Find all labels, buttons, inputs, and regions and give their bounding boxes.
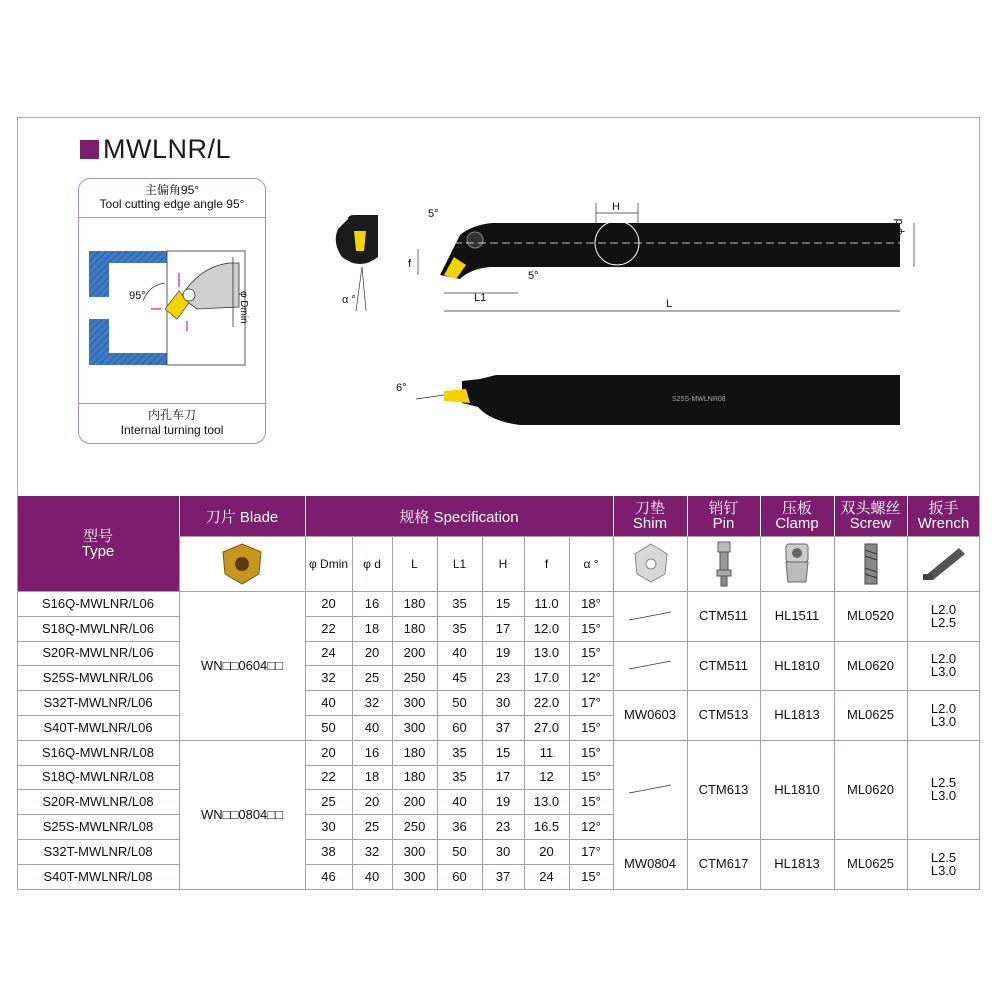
shim-cell-2 <box>613 641 687 691</box>
spec-cell: 180 <box>392 616 437 641</box>
type-cell: S32T-MWLNR/L06 <box>17 690 179 715</box>
shim-cell-1 <box>613 591 687 641</box>
spec-cell: 46 <box>305 864 352 889</box>
spec-cell: 20 <box>305 740 352 765</box>
side-5deg-label: 5° <box>528 270 539 282</box>
screw-cell-5: ML0625 <box>834 839 907 889</box>
grid-hline <box>179 740 305 741</box>
wrench-cell-4-line1: L2.5 <box>930 775 957 791</box>
spec-cell: 22.0 <box>524 690 569 715</box>
spec-cell: 250 <box>392 665 437 690</box>
header-type-line1: 型号 <box>82 527 113 545</box>
subheader-5: f <box>524 536 569 591</box>
grid-hline <box>17 591 980 592</box>
spec-cell: 35 <box>437 765 482 790</box>
footer-cn: 内孔车刀 <box>147 408 196 422</box>
spec-cell: 11.0 <box>524 591 569 616</box>
pin-cell-5: CTM617 <box>687 839 760 889</box>
spec-cell: 32 <box>352 690 392 715</box>
header-divider <box>834 496 835 536</box>
wrench-cell-1-line2: L2.5 <box>930 614 957 630</box>
spec-cell: 180 <box>392 765 437 790</box>
wrench-cell-4 <box>907 740 980 839</box>
grid-vline <box>17 496 18 889</box>
header-pin-line2: Pin <box>712 515 735 532</box>
header-pin-line1: 销钉 <box>708 500 739 517</box>
spec-cell: 32 <box>305 665 352 690</box>
blade-insert-icon <box>219 542 265 586</box>
spec-cell: 180 <box>392 591 437 616</box>
header-spec: 规格 Specification <box>305 496 613 536</box>
spec-cell: 13.0 <box>524 641 569 666</box>
type-cell: S40T-MWLNR/L06 <box>17 715 179 740</box>
footer-en: Internal turning tool <box>120 423 224 437</box>
grid-hline <box>305 641 613 642</box>
spec-cell: 12.0 <box>524 616 569 641</box>
grid-hline <box>17 665 179 666</box>
type-cell: S20R-MWLNR/L06 <box>17 641 179 666</box>
spec-cell: 300 <box>392 690 437 715</box>
header-type <box>17 496 179 591</box>
spec-cell: 12 <box>524 765 569 790</box>
shim-none-mark <box>627 610 673 622</box>
header-clamp <box>760 496 834 536</box>
grid-vline <box>352 536 353 889</box>
spec-cell: 40 <box>437 641 482 666</box>
spec-cell: 20 <box>524 839 569 864</box>
wrench-icon <box>919 544 969 584</box>
engraving-label: S25S-MWLNR08 <box>672 396 726 403</box>
wrench-cell-1-line1: L2.0 <box>930 601 957 617</box>
grid-hline <box>305 864 613 865</box>
clamp-cell-3: HL1813 <box>760 690 834 740</box>
screw-cell-4: ML0620 <box>834 740 907 839</box>
pin-cell-2: CTM511 <box>687 641 760 691</box>
phid-label: φ d <box>893 218 905 235</box>
spec-cell: 13.0 <box>524 789 569 814</box>
top-5deg-label: 5° <box>428 208 439 220</box>
header-divider <box>760 496 761 536</box>
clamp-icon <box>780 542 814 586</box>
wrench-cell-1 <box>907 591 980 641</box>
blade-group-1: WN□□0604□□ <box>179 591 305 740</box>
header-screw <box>834 496 907 536</box>
grid-vline <box>569 536 570 889</box>
wrench-cell-2-line1: L2.0 <box>930 651 957 667</box>
grid-hline <box>17 690 179 691</box>
spec-cell: 50 <box>305 715 352 740</box>
spec-cell: 200 <box>392 789 437 814</box>
grid-hline <box>305 715 613 716</box>
grid-vline <box>482 536 483 889</box>
grid-hline <box>613 641 980 642</box>
spec-cell: 27.0 <box>524 715 569 740</box>
screw-cell-2: ML0620 <box>834 641 907 691</box>
shim-cell-4 <box>613 740 687 839</box>
spec-cell: 35 <box>437 740 482 765</box>
spec-cell: 32 <box>352 839 392 864</box>
spec-cell: 15° <box>569 789 613 814</box>
dmin-label: φ Dmin <box>238 291 249 324</box>
shim-icon <box>633 542 669 584</box>
spec-cell: 16 <box>352 591 392 616</box>
clamp-cell-5: HL1813 <box>760 839 834 889</box>
spec-cell: 35 <box>437 591 482 616</box>
header-clamp-line2: Clamp <box>775 515 819 532</box>
grid-hline <box>17 839 179 840</box>
header-screw-line2: Screw <box>849 515 892 532</box>
grid-hline <box>17 765 179 766</box>
spec-cell: 25 <box>352 814 392 839</box>
grid-hline <box>17 740 179 741</box>
wrench-cell-2 <box>907 641 980 691</box>
spec-cell: 15° <box>569 616 613 641</box>
grid-vline <box>392 536 393 889</box>
boring-diagram <box>89 247 257 372</box>
spec-cell: 15° <box>569 641 613 666</box>
wrench-cell-5-line2: L3.0 <box>930 862 957 878</box>
spec-cell: 15 <box>482 740 524 765</box>
grid-hline <box>613 690 980 691</box>
bottom-view <box>396 375 900 425</box>
tool-holder <box>181 263 239 309</box>
screw-cell-3: ML0625 <box>834 690 907 740</box>
subheader-4: H <box>482 536 524 591</box>
spec-cell: 20 <box>352 641 392 666</box>
grid-hline <box>17 789 179 790</box>
screw-cell-1: ML0520 <box>834 591 907 641</box>
wrench-cell-3 <box>907 690 980 740</box>
bottom-6deg-label: 6° <box>396 382 407 394</box>
spec-cell: 20 <box>305 591 352 616</box>
product-title <box>80 134 231 164</box>
spec-cell: 22 <box>305 616 352 641</box>
spec-cell: 300 <box>392 715 437 740</box>
grid-hline <box>305 839 613 840</box>
blade-group-2: WN□□0804□□ <box>179 740 305 889</box>
grid-vline <box>834 536 835 889</box>
grid-vline <box>613 536 614 889</box>
wrench-cell-3-line1: L2.0 <box>930 700 957 716</box>
angle-95-label: 95° <box>129 290 146 302</box>
pin-cell-1: CTM511 <box>687 591 760 641</box>
spec-cell: 24 <box>524 864 569 889</box>
spec-cell: 19 <box>482 641 524 666</box>
spec-cell: 300 <box>392 839 437 864</box>
header-type-line2: Type <box>81 542 115 560</box>
spec-cell: 23 <box>482 665 524 690</box>
title-marker <box>80 140 99 159</box>
header-divider <box>687 496 688 536</box>
alpha-label: α ° <box>342 294 356 306</box>
grid-hline <box>613 839 980 840</box>
spec-cell: 38 <box>305 839 352 864</box>
grid-hline <box>305 616 613 617</box>
panel-divider-top <box>79 217 265 218</box>
header-divider <box>305 496 306 536</box>
grid-hline <box>17 641 179 642</box>
spec-cell: 23 <box>482 814 524 839</box>
grid-hline <box>305 740 613 741</box>
wrench-cell-5-line1: L2.5 <box>930 849 957 865</box>
header-divider <box>179 496 180 536</box>
type-cell: S40T-MWLNR/L08 <box>17 864 179 889</box>
spec-cell: 12° <box>569 814 613 839</box>
header-shim-line2: Shim <box>632 515 668 532</box>
type-cell: S16Q-MWLNR/L06 <box>17 591 179 616</box>
header-divider <box>613 496 614 536</box>
grid-hline <box>305 690 613 691</box>
spec-cell: 17 <box>482 765 524 790</box>
l1-label: L1 <box>474 292 487 304</box>
header-divider <box>907 496 908 536</box>
grid-hline <box>17 864 179 865</box>
spec-cell: 40 <box>437 789 482 814</box>
spec-cell: 16.5 <box>524 814 569 839</box>
grid-hline <box>613 740 980 741</box>
end-view <box>336 215 378 311</box>
subheader-2: L <box>392 536 437 591</box>
pin-cell-4: CTM613 <box>687 740 760 839</box>
subheader-1: φ d <box>352 536 392 591</box>
spec-cell: 40 <box>352 715 392 740</box>
spec-cell: 50 <box>437 839 482 864</box>
header-clamp-line1: 压板 <box>781 500 812 517</box>
h-label: H <box>612 201 620 213</box>
spec-cell: 15° <box>569 740 613 765</box>
spec-cell: 19 <box>482 789 524 814</box>
spec-cell: 37 <box>482 715 524 740</box>
shim-none-mark <box>627 783 673 795</box>
spec-cell: 24 <box>305 641 352 666</box>
spec-cell: 30 <box>482 690 524 715</box>
grid-hline <box>305 765 613 766</box>
grid-hline <box>17 715 179 716</box>
wrench-cell-3-line2: L3.0 <box>930 713 957 729</box>
spec-cell: 25 <box>352 665 392 690</box>
spec-cell: 15 <box>482 591 524 616</box>
clamp-cell-4: HL1810 <box>760 740 834 839</box>
header-wrench-line2: Wrench <box>917 515 970 532</box>
spec-cell: 18° <box>569 591 613 616</box>
subheader-6: α ° <box>569 536 613 591</box>
workpiece-top <box>89 251 167 297</box>
wrench-cell-5 <box>907 839 980 889</box>
header-shim <box>613 496 687 536</box>
spec-cell: 40 <box>305 690 352 715</box>
spec-cell: 20 <box>352 789 392 814</box>
type-cell: S16Q-MWLNR/L08 <box>17 740 179 765</box>
header-shim-line1: 刀垫 <box>634 500 665 517</box>
spec-cell: 60 <box>437 715 482 740</box>
spec-cell: 15° <box>569 715 613 740</box>
side-view <box>408 201 914 311</box>
spec-cell: 300 <box>392 864 437 889</box>
spec-cell: 16 <box>352 740 392 765</box>
header-screw-line1: 双头螺丝 <box>840 500 901 517</box>
grid-hline <box>305 814 613 815</box>
spec-cell: 45 <box>437 665 482 690</box>
grid-hline <box>17 889 980 890</box>
spec-cell: 17° <box>569 690 613 715</box>
type-cell: S20R-MWLNR/L08 <box>17 789 179 814</box>
subheader-3: L1 <box>437 536 482 591</box>
grid-vline <box>907 536 908 889</box>
subheader-0: φ Dmin <box>305 536 352 591</box>
clamp-cell-1: HL1511 <box>760 591 834 641</box>
tool-technical-drawing <box>320 195 920 445</box>
spec-cell: 30 <box>482 839 524 864</box>
spec-cell: 15° <box>569 765 613 790</box>
clamp-cell-2: HL1810 <box>760 641 834 691</box>
angle-caption-cn: 主偏角95° <box>144 183 200 197</box>
spec-cell: 200 <box>392 641 437 666</box>
spec-cell: 18 <box>352 616 392 641</box>
spec-cell: 22 <box>305 765 352 790</box>
grid-hline <box>17 814 179 815</box>
workpiece-bottom <box>89 319 167 365</box>
type-cell: S32T-MWLNR/L08 <box>17 839 179 864</box>
spec-cell: 35 <box>437 616 482 641</box>
shim-cell-5: MW0804 <box>613 839 687 889</box>
header-wrench <box>907 496 980 536</box>
angle-caption-en: Tool cutting edge angle 95° <box>99 197 245 211</box>
l-label: L <box>666 298 673 310</box>
grid-hline <box>17 616 179 617</box>
screw-icon <box>858 542 884 586</box>
header-wrench-line1: 扳手 <box>928 500 959 517</box>
grid-hline <box>305 665 613 666</box>
wrench-cell-2-line2: L3.0 <box>930 664 957 680</box>
spec-cell: 36 <box>437 814 482 839</box>
spec-cell: 40 <box>352 864 392 889</box>
grid-vline <box>437 536 438 889</box>
spec-cell: 37 <box>482 864 524 889</box>
grid-vline <box>305 536 306 889</box>
shim-cell-3: MW0603 <box>613 690 687 740</box>
spec-cell: 180 <box>392 740 437 765</box>
type-cell: S18Q-MWLNR/L08 <box>17 765 179 790</box>
spec-cell: 11 <box>524 740 569 765</box>
grid-hline <box>179 536 980 537</box>
header-blade: 刀片 Blade <box>179 496 305 536</box>
grid-vline <box>179 536 180 889</box>
f-label: f <box>408 258 412 270</box>
cutting-angle-panel <box>78 178 266 444</box>
spec-table <box>17 496 980 889</box>
panel-divider-bottom <box>79 403 265 404</box>
pin-cell-3: CTM513 <box>687 690 760 740</box>
grid-vline <box>760 536 761 889</box>
grid-vline <box>979 496 980 889</box>
shim-none-mark <box>627 659 673 671</box>
wrench-cell-4-line2: L3.0 <box>930 788 957 804</box>
type-cell: S25S-MWLNR/L08 <box>17 814 179 839</box>
spec-cell: 18 <box>352 765 392 790</box>
grid-vline <box>687 536 688 889</box>
spec-cell: 17° <box>569 839 613 864</box>
spec-cell: 50 <box>437 690 482 715</box>
type-cell: S25S-MWLNR/L06 <box>17 665 179 690</box>
title-text: MWLNR/L <box>103 133 232 164</box>
spec-cell: 250 <box>392 814 437 839</box>
type-cell: S18Q-MWLNR/L06 <box>17 616 179 641</box>
header-pin <box>687 496 760 536</box>
grid-hline <box>305 789 613 790</box>
spec-cell: 15° <box>569 864 613 889</box>
pin-icon <box>713 540 735 588</box>
grid-vline <box>524 536 525 889</box>
spec-cell: 17.0 <box>524 665 569 690</box>
spec-cell: 12° <box>569 665 613 690</box>
spec-cell: 17 <box>482 616 524 641</box>
spec-cell: 60 <box>437 864 482 889</box>
spec-cell: 30 <box>305 814 352 839</box>
spec-cell: 25 <box>305 789 352 814</box>
